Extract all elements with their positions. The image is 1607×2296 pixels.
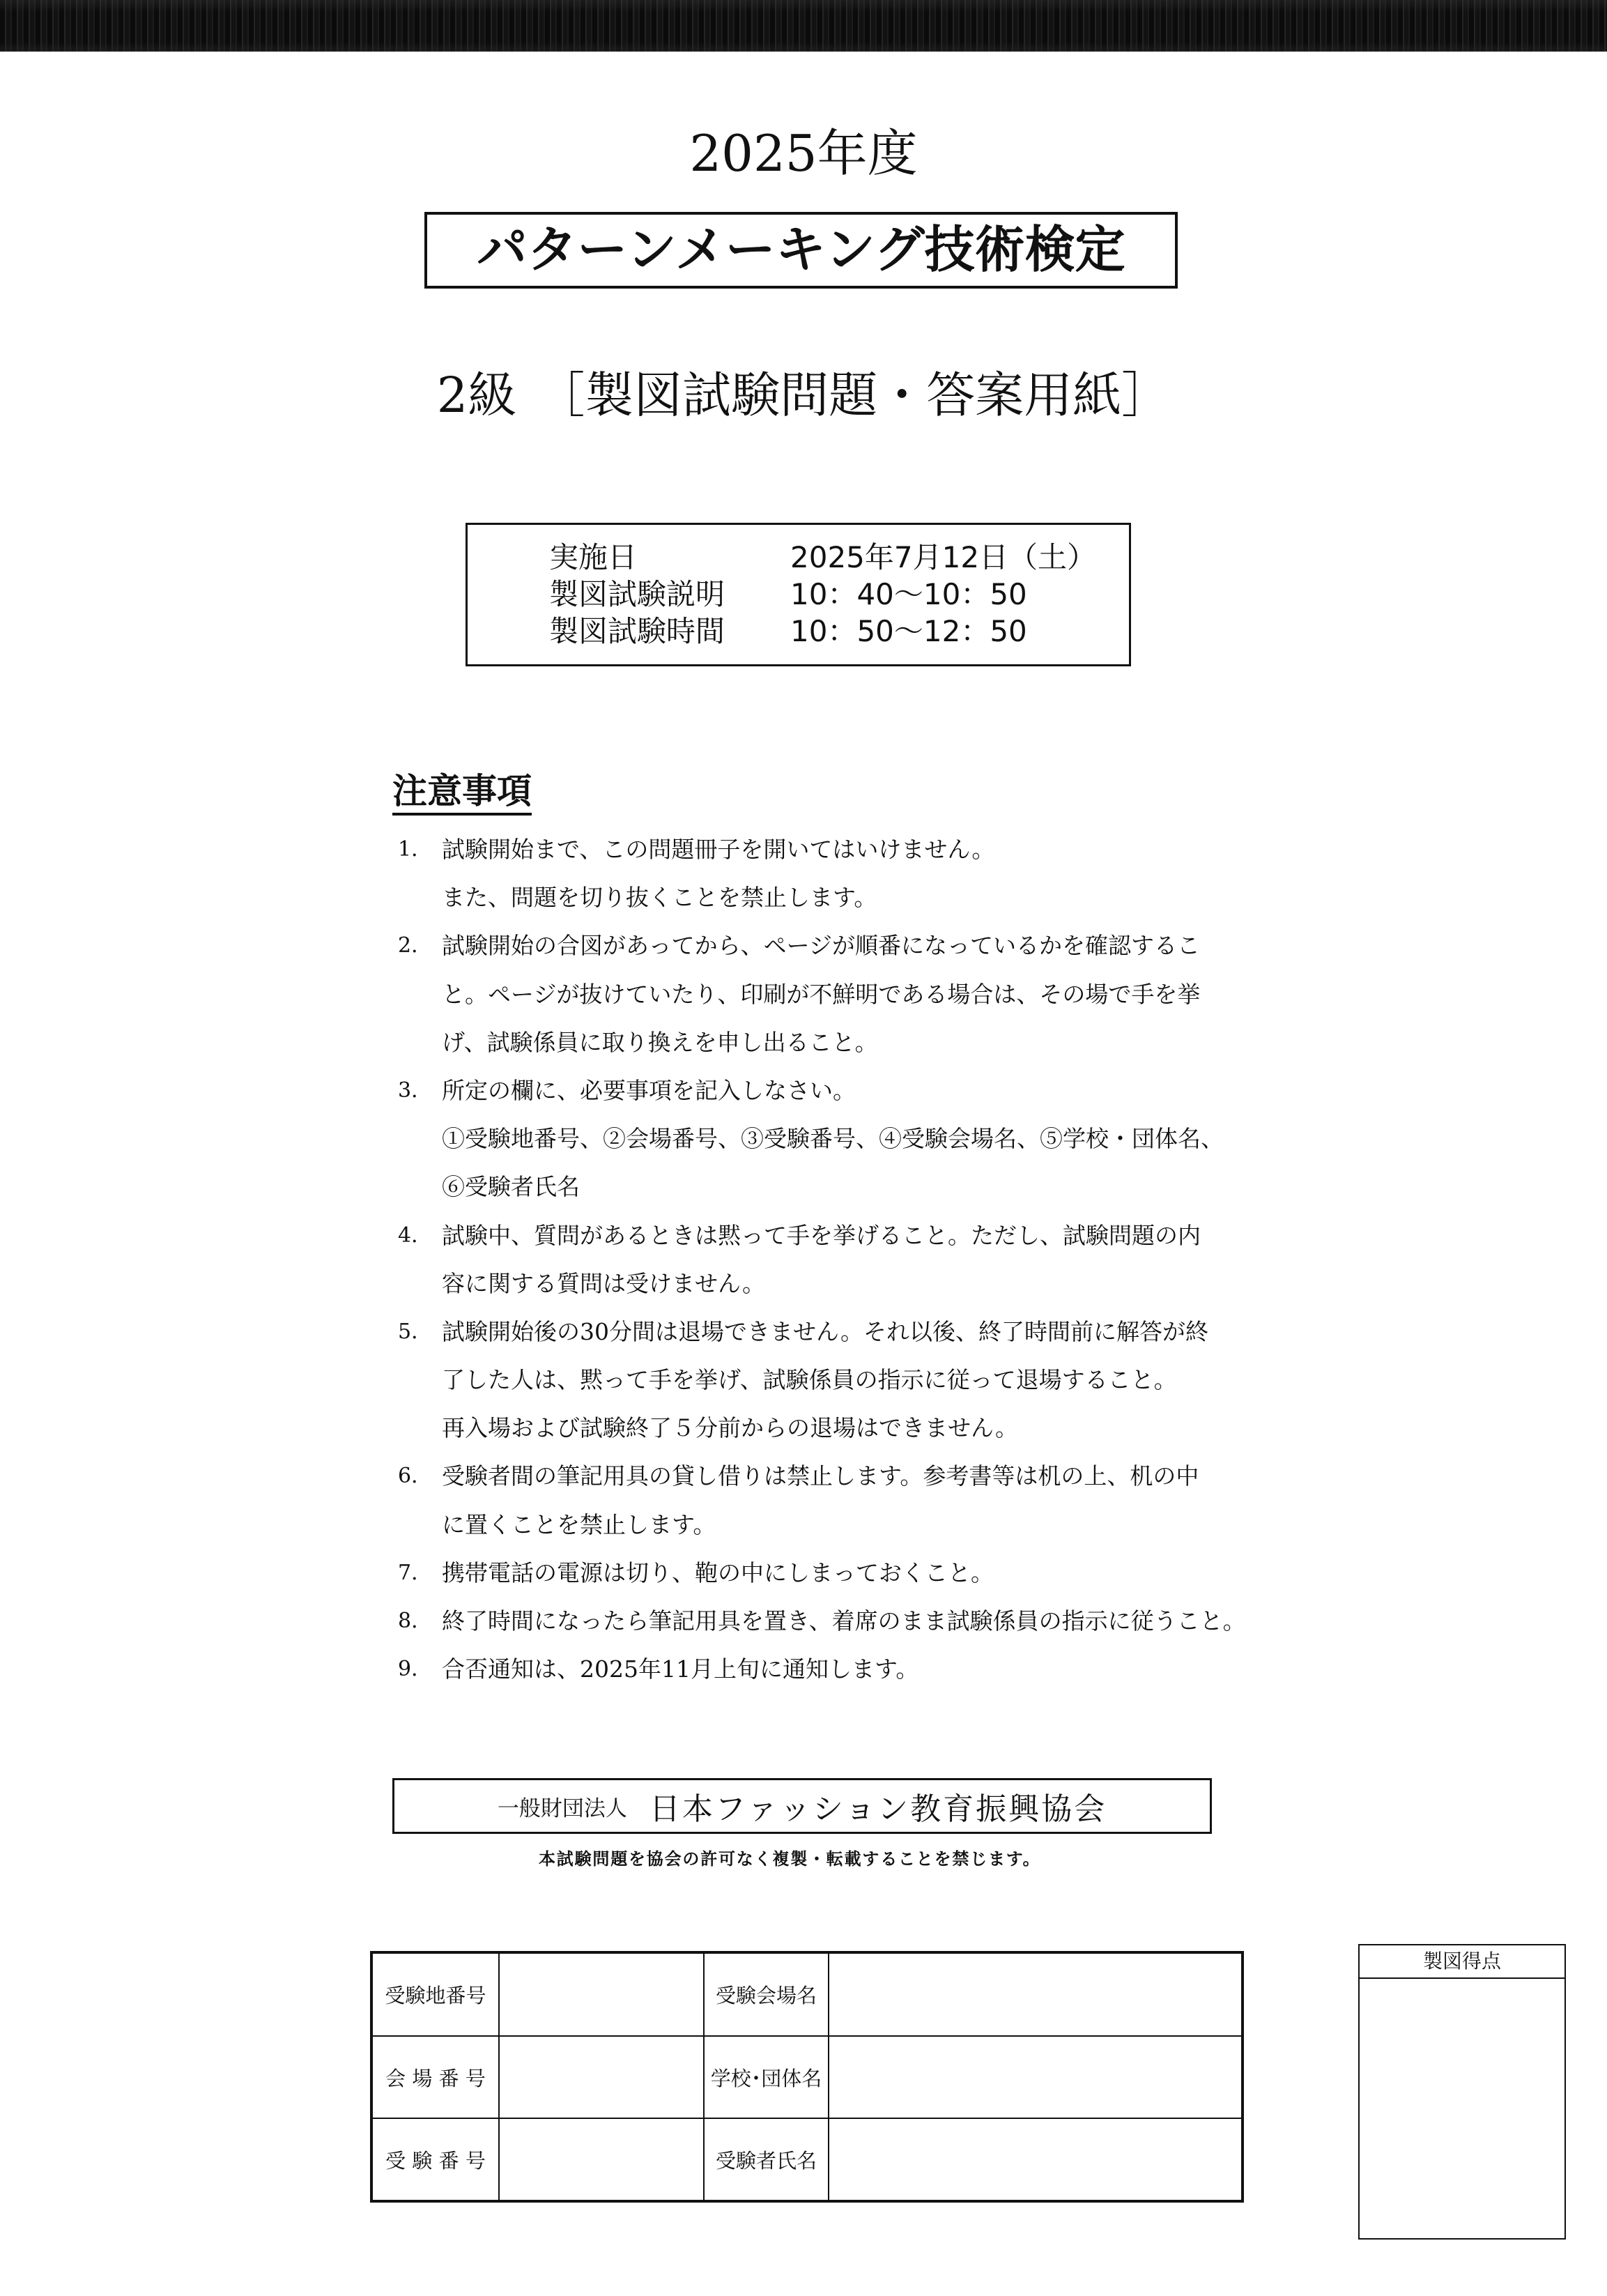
exam-grade: 2級	[436, 367, 517, 424]
schedule-value: 10：40〜10：50	[790, 577, 1027, 611]
note-line: 所定の欄に、必要事項を記入しなさい。	[442, 1076, 856, 1104]
note-item	[398, 1211, 1304, 1308]
note-number: 4．	[398, 1223, 433, 1248]
venue-number-label: 会 場 番 号	[371, 2036, 499, 2118]
note-line: 試験開始後の30分間は退場できません。それ以後、終了時間前に解答が終	[442, 1317, 1208, 1345]
note-number: 8．	[398, 1609, 433, 1634]
examinee-name-field	[829, 2118, 1243, 2201]
note-number: 5．	[398, 1319, 433, 1344]
note-item	[398, 1549, 1304, 1597]
note-text	[442, 825, 994, 921]
school-group-name-label: 学校･団体名	[704, 2036, 829, 2118]
exam-region-number-field	[499, 1952, 704, 2036]
note-line: 試験開始まで、この問題冊子を開いてはいけません。	[442, 836, 995, 863]
note-number: 9．	[398, 1657, 433, 1682]
note-text	[442, 1452, 1199, 1548]
exam-region-number-label: 受験地番号	[371, 1952, 499, 2036]
drafting-score-box	[1358, 1944, 1566, 2240]
examinee-name-label: 受験者氏名	[704, 2118, 829, 2201]
examinee-number-label: 受 験 番 号	[371, 2118, 499, 2201]
note-line: 終了時間になったら筆記用具を置き、着席のまま試験係員の指示に従うこと。	[442, 1607, 1246, 1635]
notes-list	[398, 825, 1304, 1693]
note-line: 容に関する質問は受けません。	[442, 1269, 765, 1297]
note-number: 2．	[398, 933, 433, 958]
note-item	[398, 1066, 1304, 1211]
note-item	[398, 1308, 1304, 1453]
note-number: 3．	[398, 1078, 433, 1103]
note-text	[442, 921, 1200, 1066]
note-line: 携帯電話の電源は切り、鞄の中にしまっておくこと。	[442, 1559, 994, 1586]
exam-title-box	[424, 212, 1178, 289]
note-line: 試験中、質問があるときは黙って手を挙げること。ただし、試験問題の内	[442, 1221, 1201, 1249]
note-line: 合否通知は、2025年11月上旬に通知します。	[442, 1655, 919, 1683]
exam-subtitle: ［製図試験問題・答案用紙］	[536, 367, 1171, 424]
schedule-label: 実施日	[549, 540, 638, 574]
note-number: 7．	[398, 1560, 433, 1585]
school-group-name-field	[829, 2036, 1243, 2118]
note-text	[442, 1549, 994, 1597]
note-line: 了した人は、黙って手を挙げ、試験係員の指示に従って退場すること。	[442, 1366, 1177, 1394]
schedule-box	[466, 523, 1131, 666]
schedule-row-exam-time	[468, 613, 1129, 650]
examinee-number-field	[499, 2118, 704, 2201]
examinee-info-table	[370, 1951, 1244, 2203]
schedule-label: 製図試験説明	[549, 577, 725, 611]
organization-type: 一般財団法人	[497, 1796, 627, 1821]
exam-title: パターンメーキング技術検定	[477, 220, 1125, 279]
organization-box	[392, 1778, 1212, 1834]
note-item	[398, 1452, 1304, 1548]
scan-edge-strip	[0, 0, 1607, 52]
copyright-notice: 本試験問題を協会の許可なく複製・転載することを禁じます。	[539, 1849, 1041, 1869]
note-item	[398, 1645, 1304, 1693]
note-text	[442, 1645, 918, 1693]
organization-name: 日本ファッション教育振興協会	[649, 1791, 1107, 1827]
table-row	[371, 2118, 1243, 2201]
note-line: に置くことを禁止します。	[442, 1510, 716, 1538]
note-line: 受験者間の筆記用具の貸し借りは禁止します。参考書等は机の上、机の中	[442, 1462, 1199, 1490]
note-line: ⑥受験者氏名	[442, 1173, 580, 1201]
note-line: げ、試験係員に取り換えを申し出ること。	[442, 1028, 878, 1056]
note-text	[442, 1066, 1224, 1211]
exam-year: 2025年度	[689, 124, 918, 183]
schedule-value: 2025年7月12日（土）	[790, 540, 1097, 574]
schedule-row-explanation	[468, 576, 1129, 613]
note-text	[442, 1597, 1246, 1645]
note-line: 試験開始の合図があってから、ページが順番になっているかを確認するこ	[442, 932, 1201, 960]
exam-venue-name-label: 受験会場名	[704, 1952, 829, 2036]
note-text	[442, 1308, 1208, 1453]
schedule-label: 製図試験時間	[549, 614, 725, 648]
schedule-value: 10：50〜12：50	[790, 614, 1027, 648]
note-number: 1．	[398, 837, 433, 862]
note-line: ①受験地番号、②会場番号、③受験番号、④受験会場名、⑤学校・団体名、	[442, 1125, 1224, 1153]
schedule-row-date	[468, 539, 1129, 576]
notes-heading: 注意事項	[392, 771, 532, 816]
note-item	[398, 921, 1304, 1066]
note-line: また、問題を切り抜くことを禁止します。	[442, 884, 877, 912]
note-item	[398, 1597, 1304, 1645]
drafting-score-label: 製図得点	[1360, 1945, 1564, 1979]
venue-number-field	[499, 2036, 704, 2118]
note-line: と。ページが抜けていたり、印刷が不鮮明である場合は、その場で手を挙	[442, 980, 1201, 1008]
note-text	[442, 1211, 1201, 1308]
exam-venue-name-field	[829, 1952, 1243, 2036]
note-number: 6．	[398, 1464, 433, 1489]
note-item	[398, 825, 1304, 921]
exam-heading	[0, 366, 1607, 424]
note-line: 再入場および試験終了５分前からの退場はできません。	[442, 1414, 1018, 1442]
table-row	[371, 1952, 1243, 2036]
table-row	[371, 2036, 1243, 2118]
